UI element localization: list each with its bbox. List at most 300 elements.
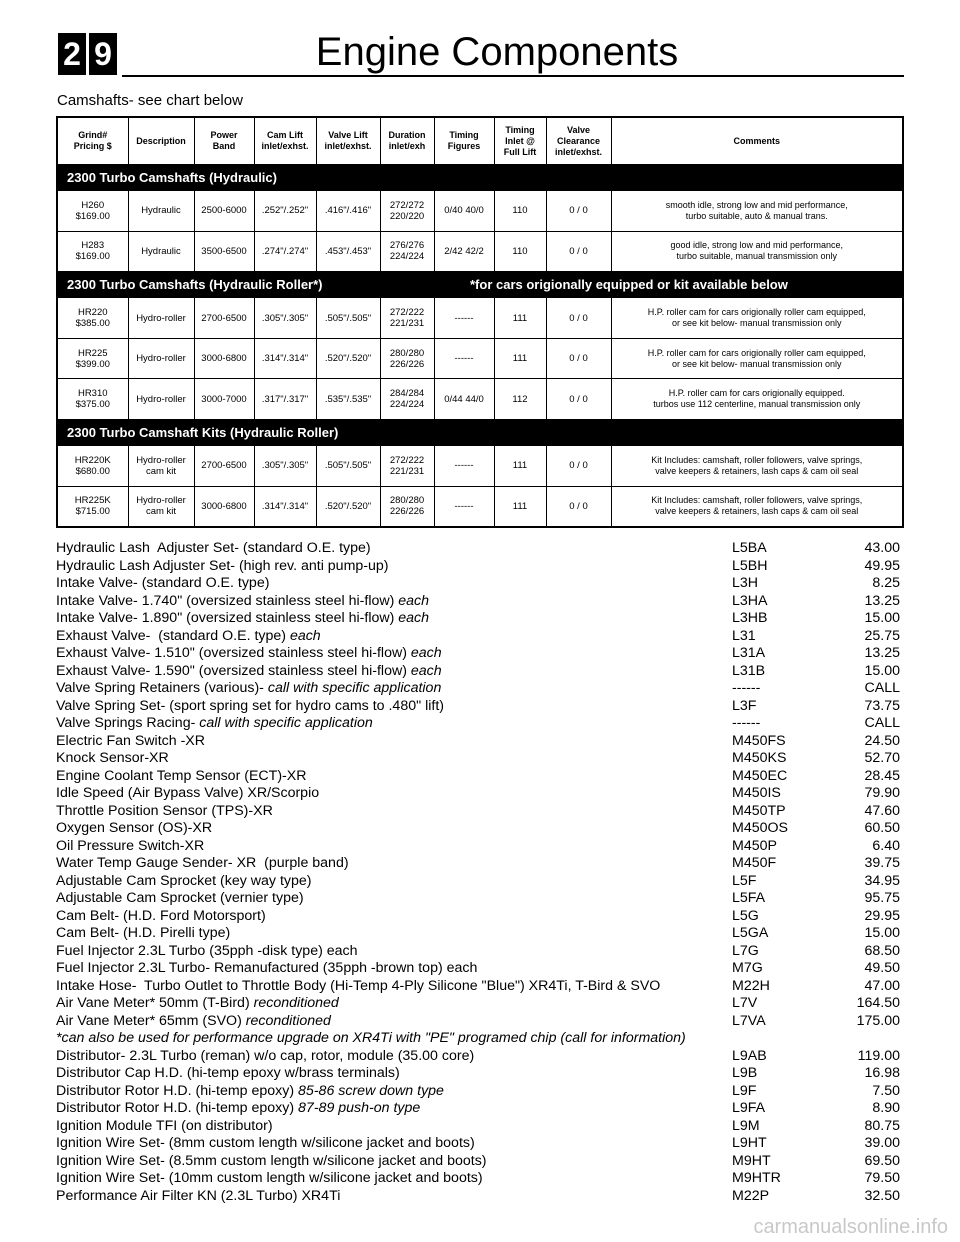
part-description xyxy=(56,680,441,698)
list-item xyxy=(56,908,904,926)
section-title: 2300 Turbo Camshafts (Hydraulic) xyxy=(67,170,277,186)
cell-duration: 276/276 224/224 xyxy=(380,231,434,271)
list-item xyxy=(56,1170,904,1188)
section-title: 2300 Turbo Camshaft Kits (Hydraulic Roller) xyxy=(67,424,339,440)
column-header: Valve Lift inlet/exhst. xyxy=(316,118,380,165)
part-description-text: Distributor Rotor H.D. (hi-temp epoxy) xyxy=(56,1100,299,1116)
part-description-note: 87-89 push-on type xyxy=(298,1100,421,1116)
list-item xyxy=(56,698,904,716)
part-description-note: reconditioned xyxy=(253,995,339,1011)
part-description xyxy=(56,540,371,558)
part-price: 29.95 xyxy=(864,907,900,924)
cell-band: 2700-6500 xyxy=(194,446,254,486)
part-price: 32.50 xyxy=(864,1187,900,1204)
part-description xyxy=(56,768,307,786)
part-code: L3F xyxy=(732,697,757,714)
part-description-text: Engine Coolant Temp Sensor (ECT)-XR xyxy=(56,767,307,784)
part-code: L3H xyxy=(732,575,759,591)
list-item xyxy=(56,978,904,996)
cell-clearance: 0 / 0 xyxy=(546,486,611,526)
part-description-text: Idle Speed (Air Bypass Valve) XR/Scorpio xyxy=(56,785,320,801)
cell-grind: HR225K $715.00 xyxy=(58,486,128,526)
list-item xyxy=(56,943,904,961)
part-description xyxy=(56,1188,340,1206)
list-item xyxy=(56,855,904,873)
parts-price-list xyxy=(56,540,904,1205)
part-description-note: 85-86 screw down type xyxy=(298,1082,444,1099)
part-price: 15.00 xyxy=(864,610,900,626)
part-description-text: Intake Valve- 1.740" (oversized stainless steel hi-flow) xyxy=(56,592,399,609)
cell-duration: 280/280 226/226 xyxy=(380,338,434,378)
part-code: L31 xyxy=(732,627,756,644)
part-description-note: each xyxy=(398,610,430,626)
cell-duration: 272/272 220/220 xyxy=(380,191,434,231)
list-item xyxy=(56,593,904,611)
cell-cam-lift: .252"/.252" xyxy=(254,191,316,231)
part-description xyxy=(56,593,429,611)
part-code: L5G xyxy=(732,907,759,924)
part-description xyxy=(56,1065,400,1083)
part-description xyxy=(56,978,660,996)
part-description xyxy=(56,943,358,961)
part-description-text: Distributor Cap H.D. (hi-temp epoxy w/brass terminals) xyxy=(56,1065,400,1081)
part-price: 119.00 xyxy=(857,1047,900,1064)
part-code: L5BA xyxy=(732,540,767,556)
part-description xyxy=(56,558,389,576)
part-price: 39.75 xyxy=(864,855,900,871)
part-code: M450OS xyxy=(732,820,788,836)
part-price: 25.75 xyxy=(864,627,900,644)
table-row xyxy=(58,191,902,231)
list-item xyxy=(56,680,904,698)
cell-duration: 272/222 221/231 xyxy=(380,298,434,338)
cell-band: 3000-7000 xyxy=(194,379,254,419)
part-price: 47.00 xyxy=(864,977,900,994)
part-code: M22P xyxy=(732,1187,770,1204)
list-item xyxy=(56,610,904,628)
list-item xyxy=(56,663,904,681)
list-item xyxy=(56,558,904,576)
part-price: 79.50 xyxy=(864,1170,900,1186)
part-description xyxy=(56,1030,686,1048)
part-description xyxy=(56,698,444,716)
part-price: 15.00 xyxy=(864,925,900,941)
list-item xyxy=(56,715,904,733)
part-code: L5BH xyxy=(732,557,768,574)
part-description xyxy=(56,1118,273,1136)
list-item xyxy=(56,1065,904,1083)
part-description-text: Cam Belt- (H.D. Ford Motorsport) xyxy=(56,907,266,924)
part-description-text: Valve Spring Retainers (various)- xyxy=(56,680,268,696)
part-price: 24.50 xyxy=(864,732,900,749)
part-description xyxy=(56,1170,483,1188)
section-title: 2300 Turbo Camshafts (Hydraulic Roller*) xyxy=(67,277,323,293)
section-header-row xyxy=(58,272,902,298)
part-code: L31A xyxy=(732,645,766,661)
part-price: 49.50 xyxy=(864,960,900,976)
cell-cam-lift: .305"/.305" xyxy=(254,298,316,338)
part-code: L7V xyxy=(732,995,758,1011)
section-header-row xyxy=(58,165,902,191)
list-item xyxy=(56,1048,904,1066)
page-number-digit-2: 9 xyxy=(89,33,117,75)
part-description-text: Intake Valve- 1.890" (oversized stainless steel hi-flow) xyxy=(56,610,399,626)
part-description xyxy=(56,855,349,873)
cell-clearance: 0 / 0 xyxy=(546,191,611,231)
list-item xyxy=(56,1013,904,1031)
part-code: L7G xyxy=(732,942,759,959)
part-description xyxy=(56,785,319,803)
part-description xyxy=(56,663,442,681)
part-code: L31B xyxy=(732,662,766,679)
cell-cam-lift: .317"/.317" xyxy=(254,379,316,419)
part-code: L9B xyxy=(732,1065,758,1081)
list-item xyxy=(56,1100,904,1118)
part-description-text: Throttle Position Sensor (TPS)-XR xyxy=(56,802,273,819)
cell-timing: 2/42 42/2 xyxy=(434,231,494,271)
part-code: M450EC xyxy=(732,767,788,784)
part-description-text: Fuel Injector 2.3L Turbo (35pph -disk type) each xyxy=(56,942,358,959)
part-description-text: Oil Pressure Switch-XR xyxy=(56,837,205,854)
part-description-text: Electric Fan Switch -XR xyxy=(56,732,206,749)
column-header: Duration inlet/exh xyxy=(380,118,434,165)
list-item xyxy=(56,925,904,943)
part-price: 15.00 xyxy=(864,662,900,679)
table-row xyxy=(58,486,902,526)
part-description-text: Intake Valve- (standard O.E. type) xyxy=(56,575,270,591)
list-item xyxy=(56,1153,904,1171)
part-description xyxy=(56,575,269,593)
part-description-text: Water Temp Gauge Sender- XR (purple band) xyxy=(56,855,349,871)
column-header: Power Band xyxy=(194,118,254,165)
part-price: 73.75 xyxy=(864,697,900,714)
column-header: Comments xyxy=(611,118,902,165)
table-row xyxy=(58,338,902,378)
cell-clearance: 0 / 0 xyxy=(546,379,611,419)
part-description-text: Distributor Rotor H.D. (hi-temp epoxy) xyxy=(56,1082,299,1099)
cell-timing: ------ xyxy=(434,486,494,526)
cell-valve-lift: .535"/.535" xyxy=(316,379,380,419)
part-price: 47.60 xyxy=(864,802,900,819)
cell-desc: Hydro-roller xyxy=(128,379,194,419)
part-price: 69.50 xyxy=(864,1152,900,1169)
part-price: 39.00 xyxy=(864,1135,900,1151)
part-price: 13.25 xyxy=(864,645,900,661)
part-description xyxy=(56,908,266,926)
part-description-text: Hydraulic Lash Adjuster Set- (standard O.E. type) xyxy=(56,540,371,556)
list-item xyxy=(56,645,904,663)
part-price: 52.70 xyxy=(864,750,900,766)
page-title: Engine Components xyxy=(315,30,679,74)
cell-comments: H.P. roller cam for cars origionally roller cam equipped, or see kit below- manual transmission only xyxy=(611,338,902,378)
part-code: L9AB xyxy=(732,1047,767,1064)
part-price: 6.40 xyxy=(872,837,900,854)
part-code: L9HT xyxy=(732,1135,767,1151)
part-description xyxy=(56,750,169,768)
part-price: 8.25 xyxy=(872,575,900,591)
cell-duration: 272/222 221/231 xyxy=(380,446,434,486)
part-description-text: Valve Spring Set- (sport spring set for hydro cams to .480" lift) xyxy=(56,697,444,714)
part-description xyxy=(56,1013,331,1031)
part-code: M450FS xyxy=(732,732,786,749)
part-price: 7.50 xyxy=(872,1082,900,1099)
cell-timing: ------ xyxy=(434,338,494,378)
part-price: 95.75 xyxy=(864,890,900,906)
cell-cam-lift: .314"/.314" xyxy=(254,338,316,378)
cell-valve-lift: .416"/.416" xyxy=(316,191,380,231)
part-description-note: *can also be used for performance upgrade on XR4Ti with "PE" programed chip (call for information) xyxy=(56,1030,686,1046)
part-description xyxy=(56,1083,444,1101)
cell-cam-lift: .314"/.314" xyxy=(254,486,316,526)
cell-band: 2700-6500 xyxy=(194,298,254,338)
list-item xyxy=(56,1030,904,1048)
cell-comments: H.P. roller cam for cars origionally roller cam equipped, or see kit below- manual transmission only xyxy=(611,298,902,338)
part-code: ------ xyxy=(732,680,761,696)
cell-valve-lift: .453"/.453" xyxy=(316,231,380,271)
list-item xyxy=(56,540,904,558)
part-description-text: Ignition Wire Set- (10mm custom length w/silicone jacket and boots) xyxy=(56,1170,483,1186)
list-item xyxy=(56,803,904,821)
cell-comments: Kit Includes: camshaft, roller followers, valve springs, valve keepers & retainers, lash caps & cam oil seal xyxy=(651,495,863,517)
part-description xyxy=(56,838,204,856)
list-item xyxy=(56,785,904,803)
camshaft-table xyxy=(56,116,904,528)
part-description xyxy=(56,610,429,628)
list-item xyxy=(56,733,904,751)
part-description-text: Performance Air Filter KN (2.3L Turbo) XR4Ti xyxy=(56,1187,341,1204)
cell-grind: H283 $169.00 xyxy=(58,231,128,271)
part-description xyxy=(56,1100,420,1118)
part-description-text: Air Vane Meter* 65mm (SVO) xyxy=(56,1012,246,1029)
part-description-text: Ignition Wire Set- (8mm custom length w/silicone jacket and boots) xyxy=(56,1135,475,1151)
part-description-note: call with specific application xyxy=(267,680,442,696)
part-description-note: reconditioned xyxy=(245,1012,331,1029)
table-header-row xyxy=(58,118,902,165)
part-description xyxy=(56,733,205,751)
list-item xyxy=(56,768,904,786)
part-description xyxy=(56,1048,474,1066)
list-item xyxy=(56,575,904,593)
cell-desc: Hydro-roller cam kit xyxy=(128,446,194,486)
part-price: 175.00 xyxy=(856,1012,900,1029)
cell-cam-lift: .305"/.305" xyxy=(254,446,316,486)
part-description xyxy=(56,715,373,733)
part-description-text: Exhaust Valve- 1.510" (oversized stainless steel hi-flow) xyxy=(56,645,411,661)
part-code: M450KS xyxy=(732,750,787,766)
part-code: M9HT xyxy=(732,1152,771,1169)
list-item xyxy=(56,1135,904,1153)
part-code: M450TP xyxy=(732,802,786,819)
part-code: M9HTR xyxy=(732,1170,781,1186)
column-header: Cam Lift inlet/exhst. xyxy=(254,118,316,165)
cell-grind: HR225 $399.00 xyxy=(58,338,128,378)
part-code: L7VA xyxy=(732,1012,766,1029)
part-description-note: call with specific application xyxy=(199,715,373,731)
part-description xyxy=(56,890,304,908)
table-row xyxy=(58,379,902,419)
cell-clearance: 0 / 0 xyxy=(546,338,611,378)
part-code: L3HA xyxy=(732,592,768,609)
part-price: CALL xyxy=(864,680,900,696)
part-price: 16.98 xyxy=(864,1065,900,1081)
part-code: L9F xyxy=(732,1082,757,1099)
part-description xyxy=(56,1153,487,1171)
cell-timing: ------ xyxy=(434,298,494,338)
part-description xyxy=(56,645,442,663)
part-price: 28.45 xyxy=(864,767,900,784)
page-number-digit-1: 2 xyxy=(58,33,86,75)
cell-valve-lift: .505"/.505" xyxy=(316,446,380,486)
list-item xyxy=(56,995,904,1013)
table-row xyxy=(58,231,902,271)
cell-timing: 0/40 40/0 xyxy=(434,191,494,231)
cell-grind: HR220 $385.00 xyxy=(58,298,128,338)
part-code: ------ xyxy=(732,715,761,731)
part-description-text: Air Vane Meter* 50mm (T-Bird) xyxy=(56,995,254,1011)
part-description-note: each xyxy=(289,627,321,644)
cell-grind: HR310 $375.00 xyxy=(58,379,128,419)
cell-band: 3500-6500 xyxy=(194,231,254,271)
cell-desc: Hydraulic xyxy=(128,231,194,271)
list-item xyxy=(56,1188,904,1206)
cell-clearance: 0 / 0 xyxy=(546,446,611,486)
cell-comments: Kit Includes: camshaft, roller followers, valve springs, valve keepers & retainers, lash caps & cam oil seal xyxy=(611,446,902,486)
cell-band: 3000-6800 xyxy=(194,338,254,378)
column-header: Valve Clearance inlet/exhst. xyxy=(546,118,611,165)
part-description xyxy=(56,628,321,646)
part-description-text: Knock Sensor-XR xyxy=(56,750,169,766)
list-item xyxy=(56,750,904,768)
part-price: 80.75 xyxy=(864,1117,900,1134)
part-description xyxy=(56,1135,475,1153)
cell-desc: Hydro-roller xyxy=(128,338,194,378)
table-row xyxy=(58,298,902,338)
list-item xyxy=(56,1083,904,1101)
part-price: 79.90 xyxy=(864,785,900,801)
part-price: 68.50 xyxy=(864,942,900,959)
part-description-note: each xyxy=(398,592,430,609)
part-code: L5FA xyxy=(732,890,766,906)
section-header-row xyxy=(58,419,902,445)
part-price: 8.90 xyxy=(872,1100,900,1116)
part-description xyxy=(56,995,339,1013)
section-subtitle: Camshafts- see chart below xyxy=(57,92,243,109)
part-description-text: Cam Belt- (H.D. Pirelli type) xyxy=(56,925,231,941)
list-item xyxy=(56,838,904,856)
list-item xyxy=(56,628,904,646)
cell-timing-inlet: 112 xyxy=(494,379,546,419)
cell-grind: H260 $169.00 xyxy=(58,191,128,231)
part-description xyxy=(56,803,273,821)
part-price: 49.95 xyxy=(864,557,900,574)
part-description-text: Ignition Module TFI (on distributor) xyxy=(56,1117,273,1134)
part-description-text: Adjustable Cam Sprocket (key way type) xyxy=(56,872,312,889)
part-code: L5GA xyxy=(732,925,769,941)
cell-timing-inlet: 110 xyxy=(494,191,546,231)
part-description-text: Valve Springs Racing- xyxy=(56,715,200,731)
cell-valve-lift: .520"/.520" xyxy=(316,338,380,378)
part-code: L9M xyxy=(732,1117,760,1134)
cell-desc: Hydro-roller cam kit xyxy=(128,486,194,526)
table-body xyxy=(58,165,902,527)
cell-desc: Hydro-roller xyxy=(128,298,194,338)
part-description-text: Ignition Wire Set- (8.5mm custom length w/silicone jacket and boots) xyxy=(56,1152,487,1169)
part-description-text: Exhaust Valve- (standard O.E. type) xyxy=(56,627,290,644)
cell-clearance: 0 / 0 xyxy=(546,298,611,338)
list-item xyxy=(56,820,904,838)
cell-timing: 0/44 44/0 xyxy=(434,379,494,419)
cell-cam-lift: .274"/.274" xyxy=(254,231,316,271)
cell-timing-inlet: 111 xyxy=(494,486,546,526)
part-price: 13.25 xyxy=(864,592,900,609)
section-note: *for cars origionally equipped or kit available below xyxy=(470,277,788,293)
cell-valve-lift: .505"/.505" xyxy=(316,298,380,338)
watermark: carmanualsonline.info xyxy=(753,1216,948,1238)
part-description-text: Adjustable Cam Sprocket (vernier type) xyxy=(56,890,304,906)
part-description-note: each xyxy=(410,645,442,661)
part-code: M7G xyxy=(732,960,763,976)
list-item xyxy=(56,960,904,978)
part-code: L5F xyxy=(732,872,757,889)
part-code: L9FA xyxy=(732,1100,766,1116)
part-description xyxy=(56,925,230,943)
cell-timing: ------ xyxy=(434,446,494,486)
table-row xyxy=(58,446,902,486)
cell-comments: good idle, strong low and mid performance, turbo suitable, manual transmission only xyxy=(611,231,902,271)
part-description xyxy=(56,820,212,838)
list-item xyxy=(56,890,904,908)
cell-timing-inlet: 110 xyxy=(494,231,546,271)
part-price: CALL xyxy=(864,715,900,731)
cell-desc: Hydraulic xyxy=(128,191,194,231)
part-description-text: Distributor- 2.3L Turbo (reman) w/o cap, rotor, module (35.00 core) xyxy=(56,1047,475,1064)
column-header: Grind# Pricing $ xyxy=(58,118,128,165)
cell-band: 2500-6000 xyxy=(194,191,254,231)
part-code: M450P xyxy=(732,837,777,854)
cell-duration: 284/284 224/224 xyxy=(380,379,434,419)
cell-timing-inlet: 111 xyxy=(494,298,546,338)
list-item xyxy=(56,873,904,891)
part-description-text: Exhaust Valve- 1.590" (oversized stainless steel hi-flow) xyxy=(56,662,411,679)
cell-duration: 280/280 226/226 xyxy=(380,486,434,526)
part-code: M450F xyxy=(732,855,777,871)
title-underline xyxy=(122,75,904,77)
cell-timing-inlet: 111 xyxy=(494,338,546,378)
part-price: 34.95 xyxy=(864,872,900,889)
part-description xyxy=(56,960,477,978)
part-code: M22H xyxy=(732,977,770,994)
part-description-text: Oxygen Sensor (OS)-XR xyxy=(56,820,213,836)
cell-band: 3000-6800 xyxy=(194,486,254,526)
part-price: 43.00 xyxy=(864,540,900,556)
part-description-note: each xyxy=(410,662,442,679)
part-description-text: Fuel Injector 2.3L Turbo- Remanufactured (35pph -brown top) each xyxy=(56,960,478,976)
part-description-text: Intake Hose- Turbo Outlet to Throttle Body (Hi-Temp 4-Ply Silicone "Blue") XR4Ti, T-Bird & SVO xyxy=(56,977,661,994)
column-header: Description xyxy=(128,118,194,165)
part-description-text: Hydraulic Lash Adjuster Set- (high rev. anti pump-up) xyxy=(56,557,389,574)
cell-valve-lift: .520"/.520" xyxy=(316,486,380,526)
part-code: M450IS xyxy=(732,785,781,801)
cell-timing-inlet: 111 xyxy=(494,446,546,486)
part-price: 60.50 xyxy=(864,820,900,836)
column-header: Timing Inlet @ Full Lift xyxy=(494,118,546,165)
cell-comments: H.P. roller cam for cars origionally equipped. turbos use 112 centerline, manual transmission only xyxy=(611,379,902,419)
cell-grind: HR220K $680.00 xyxy=(58,446,128,486)
part-description xyxy=(56,873,311,891)
part-code: L3HB xyxy=(732,610,768,626)
cell-clearance: 0 / 0 xyxy=(546,231,611,271)
column-header: Timing Figures xyxy=(434,118,494,165)
